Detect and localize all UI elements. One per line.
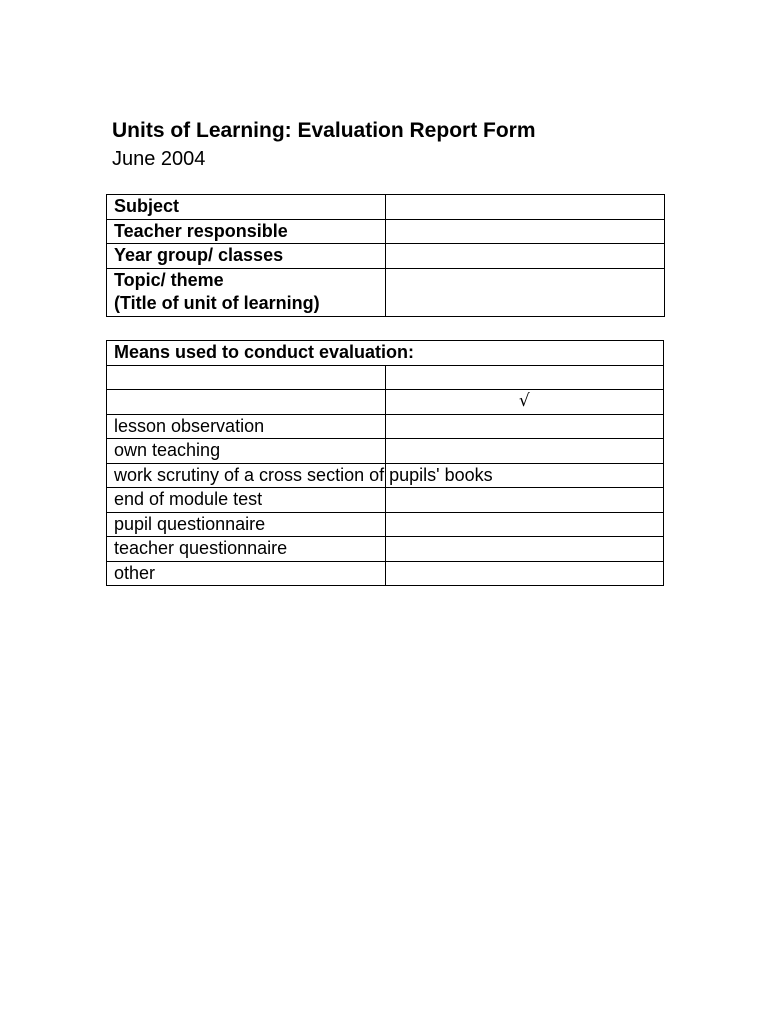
table-row: [107, 244, 665, 269]
tick-box-lesson-observation[interactable]: [385, 414, 664, 439]
means-heading: Means used to conduct evaluation:: [107, 341, 664, 366]
table-row: [107, 537, 664, 562]
table-row: [107, 365, 664, 390]
method-label-other: other: [107, 561, 386, 586]
tick-box-pupil-questionnaire[interactable]: [385, 512, 664, 537]
blank-cell: [385, 365, 664, 390]
page-title: Units of Learning: Evaluation Report Form: [112, 119, 536, 142]
table-row: [107, 268, 665, 316]
year-group-label: Year group/ classes: [107, 244, 386, 269]
blank-cell: [107, 390, 386, 415]
year-group-field[interactable]: [386, 244, 665, 269]
method-label-pupil-questionnaire: pupil questionnaire: [107, 512, 386, 537]
table-row: [107, 390, 664, 415]
unit-details-table: [106, 194, 665, 317]
tick-box-teacher-questionnaire[interactable]: [385, 537, 664, 562]
topic-theme-field[interactable]: [386, 268, 665, 316]
table-row: [107, 341, 664, 366]
tick-column-header: √: [385, 390, 664, 415]
tick-box-own-teaching[interactable]: [385, 439, 664, 464]
tick-box-other[interactable]: [385, 561, 664, 586]
table-row: [107, 195, 665, 220]
subject-field[interactable]: [386, 195, 665, 220]
teacher-responsible-field[interactable]: [386, 219, 665, 244]
method-label-teacher-questionnaire: teacher questionnaire: [107, 537, 386, 562]
table-row: [107, 414, 664, 439]
topic-theme-label: [107, 268, 386, 316]
teacher-responsible-label: Teacher responsible: [107, 219, 386, 244]
tick-box-end-of-module-test[interactable]: [385, 488, 664, 513]
method-label-lesson-observation: lesson observation: [107, 414, 386, 439]
subject-label: Subject: [107, 195, 386, 220]
table-row: [107, 463, 664, 488]
blank-cell: [107, 365, 386, 390]
method-label-end-of-module-test: end of module test: [107, 488, 386, 513]
table-row: [107, 219, 665, 244]
table-row: [107, 439, 664, 464]
form-date: June 2004: [112, 148, 206, 170]
method-label-work-scrutiny: work scrutiny of a cross section of pupils' books: [107, 463, 386, 488]
evaluation-means-table: [106, 340, 664, 586]
topic-theme-label-line1: Topic/ theme: [114, 269, 224, 290]
table-row: [107, 512, 664, 537]
topic-theme-label-line2: (Title of unit of learning): [114, 293, 320, 313]
table-row: [107, 488, 664, 513]
table-row: [107, 561, 664, 586]
method-label-own-teaching: own teaching: [107, 439, 386, 464]
